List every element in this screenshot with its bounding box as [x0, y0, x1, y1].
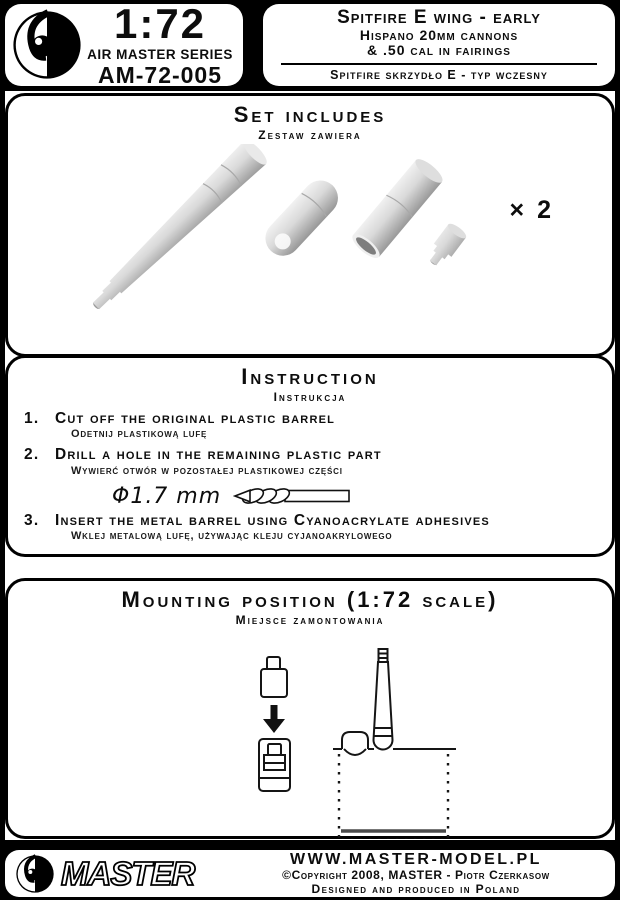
- drill-diagram: [112, 484, 612, 509]
- product-subtitle-1: Hispano 20mm cannons: [359, 27, 519, 44]
- step-1-number: 1.: [24, 410, 40, 427]
- made-in-text: Designed and produced in Poland: [311, 881, 521, 896]
- master-wordmark: [59, 854, 227, 894]
- 50cal-barrel-tip-part: [424, 221, 469, 270]
- instruction-title: Instruction: [241, 364, 379, 389]
- part-insert-diagram: [261, 657, 287, 697]
- drill-diameter-label: Φ1.7 mm: [112, 483, 222, 509]
- set-includes-section: [5, 93, 615, 357]
- step-3: [24, 513, 612, 542]
- mounting-section: [5, 578, 615, 839]
- footer-box: [5, 850, 615, 897]
- set-includes-subtitle: Zestaw zawiera: [258, 128, 362, 142]
- instruction-steps: [24, 411, 612, 542]
- parts-illustration: [8, 144, 612, 354]
- website-url: WWW.MASTER-MODEL.PL: [290, 850, 542, 868]
- step-1-text-polish: Odetnij plastikową lufę: [71, 428, 208, 441]
- step-1: [24, 411, 612, 440]
- product-subtitle-2: & .50 cal in fairings: [367, 42, 511, 59]
- quantity-label: × 2: [509, 196, 554, 224]
- series-label: AIR MASTER SERIES: [87, 47, 233, 63]
- drill-bit-icon: [233, 487, 351, 505]
- mounting-title: Mounting position (1:72 scale): [121, 587, 499, 612]
- master-logo-icon: [15, 854, 55, 894]
- product-title: Spitfire E wing - early: [337, 7, 541, 29]
- title-box: [263, 4, 615, 86]
- step-2-number: 2.: [24, 446, 40, 464]
- scale-label: 1:72: [113, 0, 207, 48]
- step-2-text: Drill a hole in the remaining plastic part: [55, 446, 382, 464]
- master-wordmark-text: MASTER: [61, 854, 195, 892]
- step-2: [24, 447, 612, 476]
- cannon-barrel-part: [84, 144, 270, 319]
- instruction-subtitle: Instrukcja: [273, 390, 347, 404]
- part-inserted-diagram: [259, 739, 290, 791]
- step-3-text: Insert the metal barrel using Cyanoacrylate adhesives: [55, 511, 490, 529]
- fairing-tube-part: [349, 155, 446, 262]
- product-code: AM-72-005: [97, 61, 223, 88]
- step-1-text: Cut off the original plastic barrel: [55, 410, 336, 427]
- wing-cross-section-diagram: [333, 649, 456, 839]
- mounting-subtitle: Miejsce zamontowania: [235, 613, 385, 627]
- product-title-polish: Spitfire skrzydło E - typ wczesny: [330, 67, 548, 82]
- title-divider: [281, 63, 597, 65]
- arrow-down-icon: [263, 705, 285, 733]
- step-3-number: 3.: [24, 511, 40, 529]
- copyright-text: ©Copyright 2008, MASTER - Piotr Czerkasow: [282, 868, 550, 883]
- master-logo-icon: [11, 8, 83, 82]
- mounting-diagram: [16, 639, 620, 839]
- instruction-section: [5, 355, 615, 557]
- step-3-text-polish: Wklej metalową lufę, używając kleju cyjanoakrylowego: [71, 529, 393, 542]
- set-includes-title: Set includes: [233, 102, 387, 127]
- fairing-dome-cap-part: [258, 173, 345, 263]
- step-2-text-polish: Wywierć otwór w pozostałej plastikowej części: [71, 464, 343, 477]
- brand-box: [5, 0, 243, 88]
